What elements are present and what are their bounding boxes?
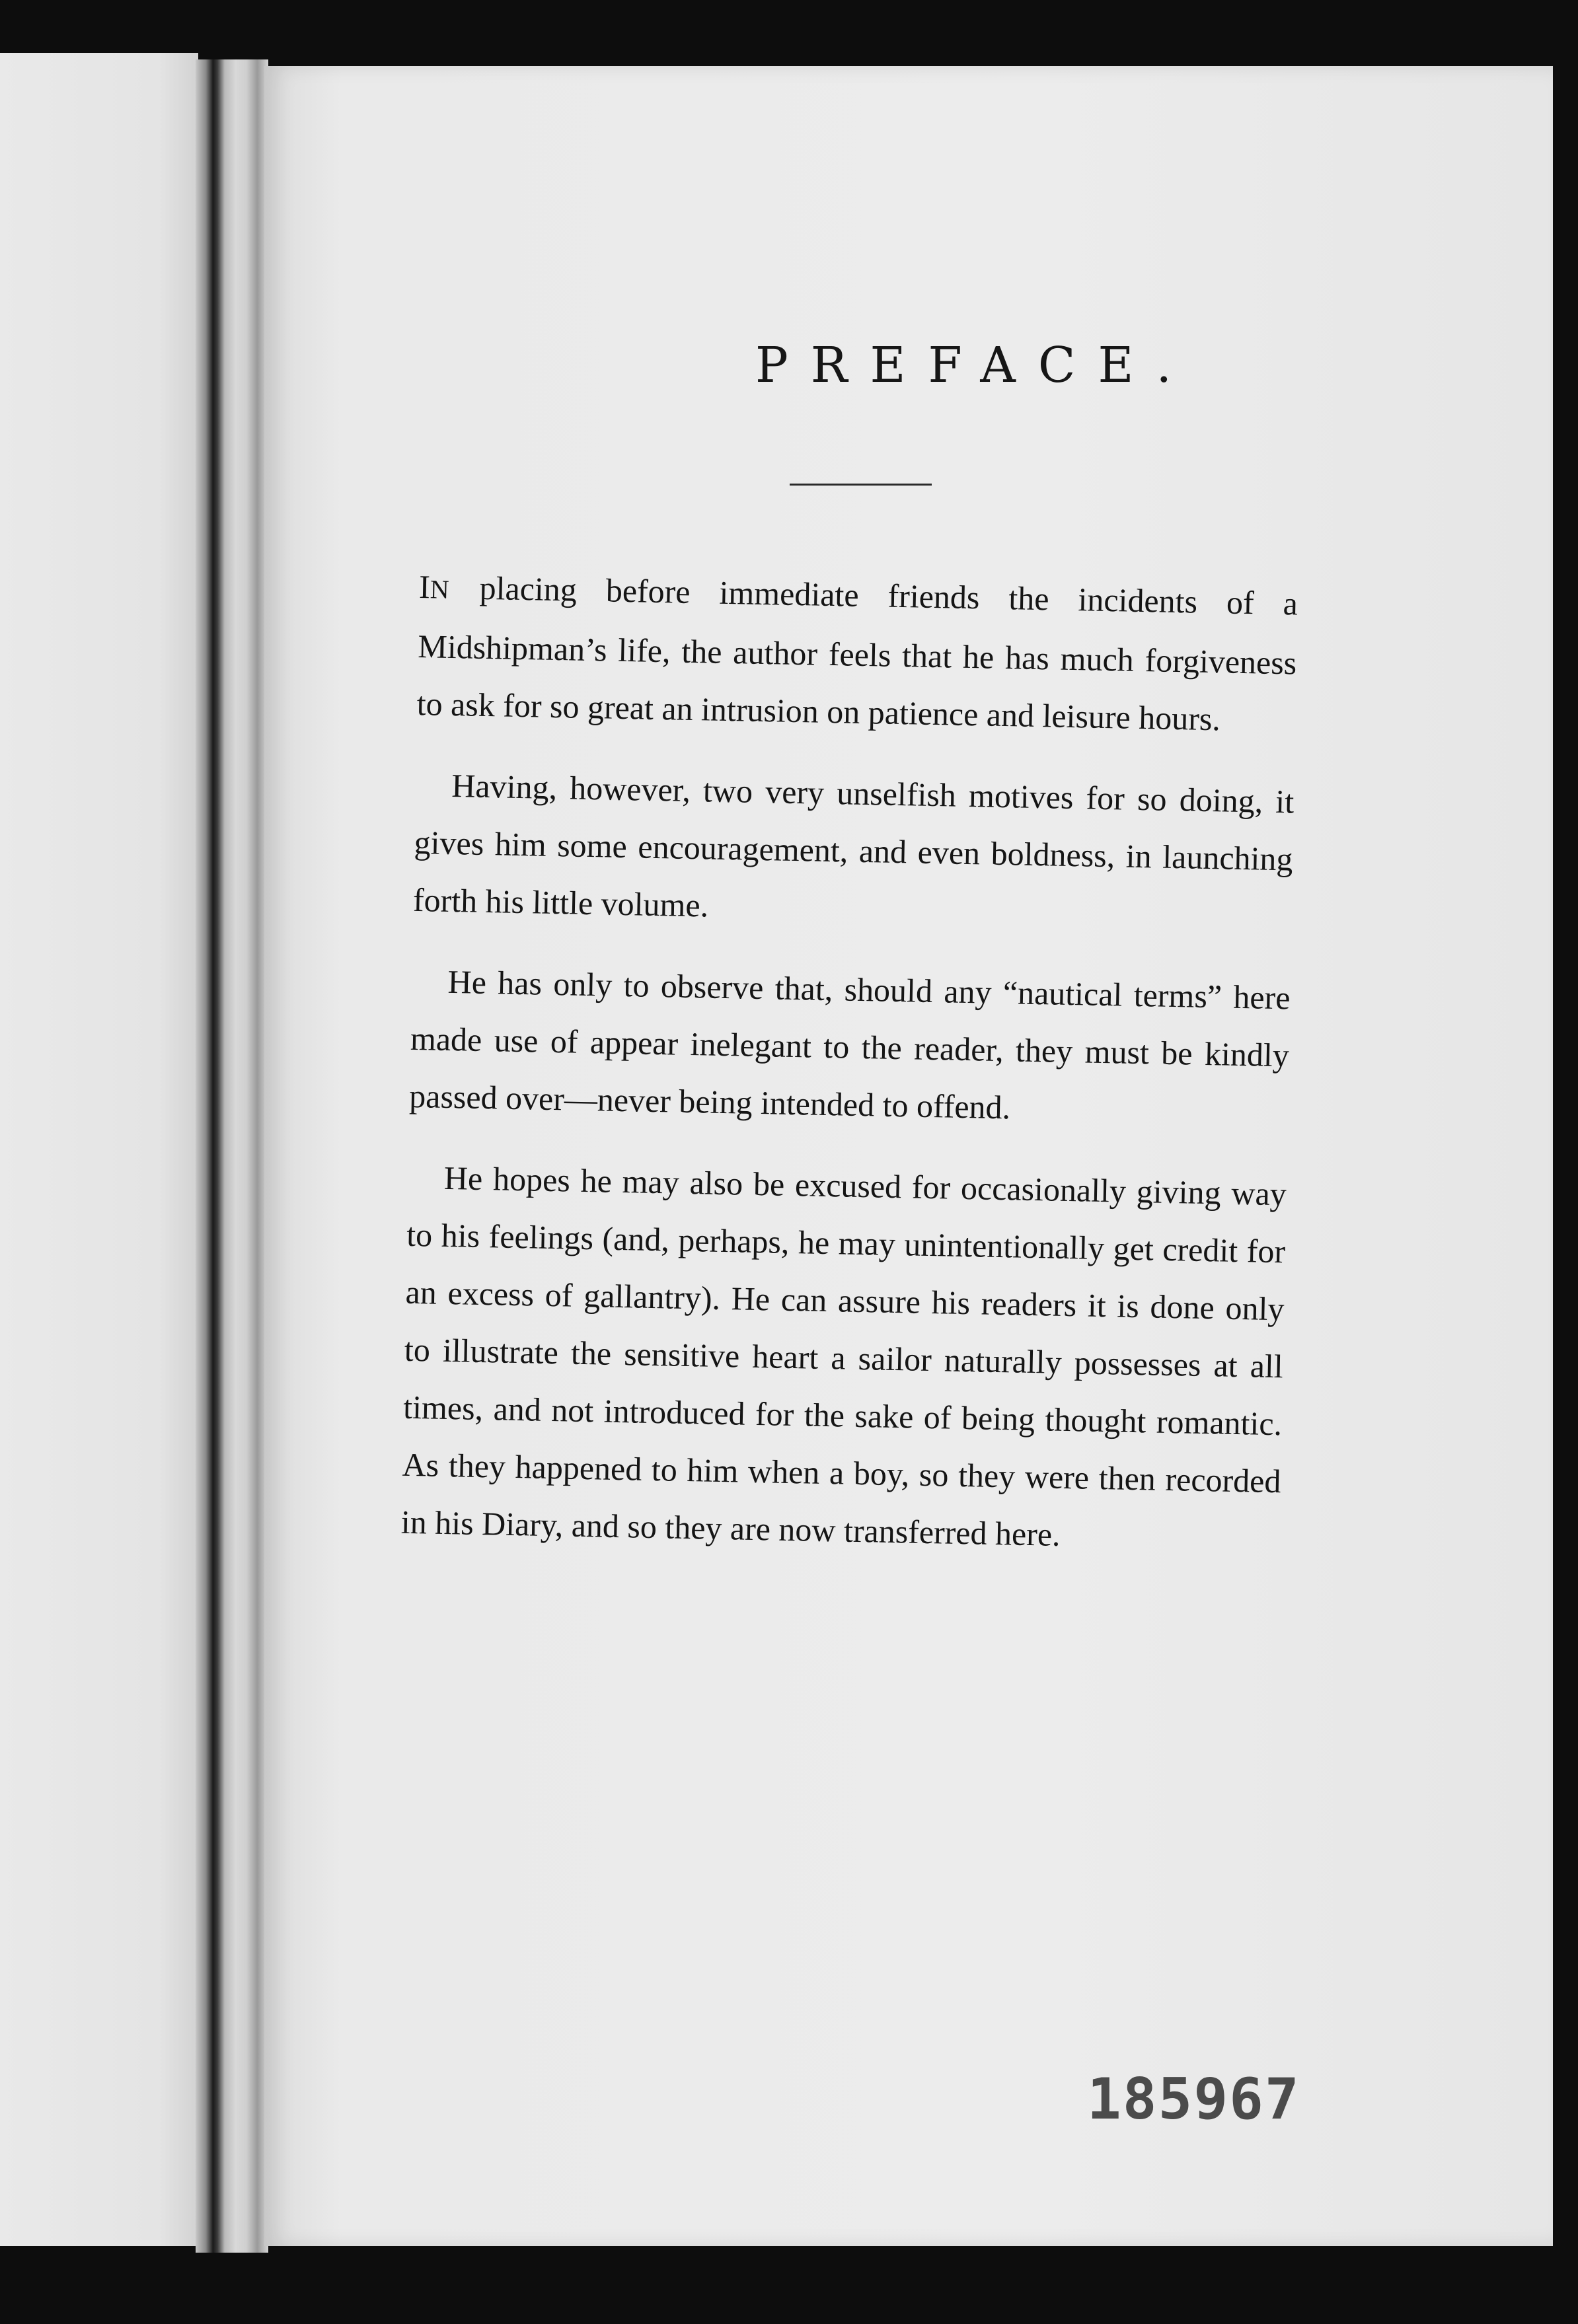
library-stamp-number: 185967	[1087, 2066, 1300, 2132]
small-capital: N	[430, 574, 451, 604]
preface-page	[264, 66, 1553, 2246]
paragraph-3: He has only to observe that, should any “nautical terms” here made use of appear inelegant to the reader, they must be kindly passed over—never being intended to offend.	[408, 962, 1291, 1126]
paragraph-2: Having, however, two very unselfish motives for so doing, it gives him some encouragement, and even boldness, in launching forth his little volume.	[412, 766, 1295, 924]
preface-body	[400, 558, 1298, 1591]
previous-page-edge	[0, 53, 198, 2246]
paragraph-1	[416, 558, 1298, 749]
title-rule	[790, 484, 932, 486]
page-title: PREFACE.	[755, 337, 1195, 394]
paragraph-1-text: placing before immediate friends the incidents of a Midshipman’s life, the author feels that he has much forgiveness to ask for so great an intrusion on patience and leisure hours.	[416, 568, 1298, 738]
book-spine	[196, 59, 268, 2253]
drop-capital: I	[418, 567, 431, 606]
paragraph-4: He hopes he may also be excused for occasionally giving way to his feelings (and, perhaps, he may unintentionally get credit for an excess of gallantry). He can assure his readers it is done only to illustrate the sensitive heart a sailor naturally possesses at all times, and not introduced for the sake of being thought romantic. As they happened to him when a boy, so they were then recorded in his Diary, and so they are now transferred here.	[400, 1159, 1287, 1553]
